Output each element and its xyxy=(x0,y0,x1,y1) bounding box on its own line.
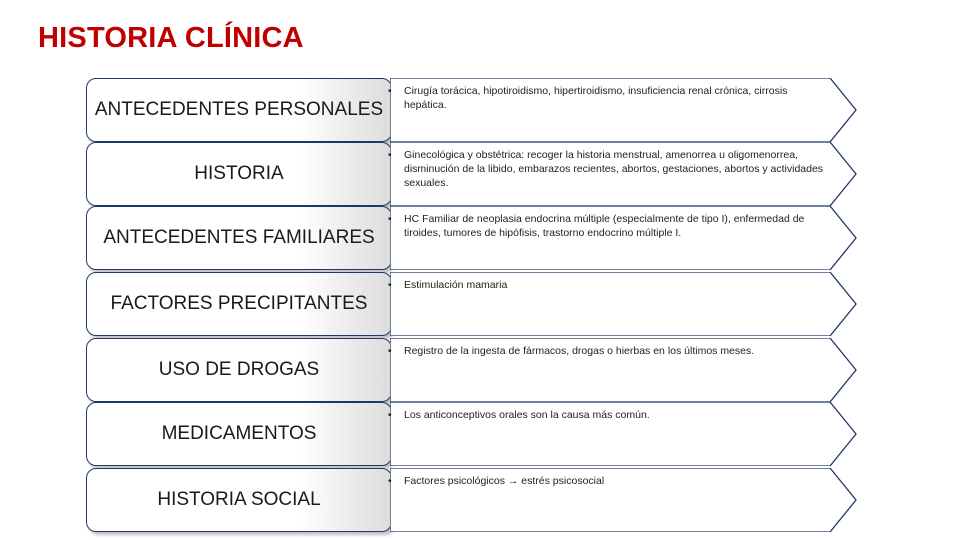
detail-text xyxy=(388,408,824,422)
category-box xyxy=(86,78,392,142)
row-historia-social xyxy=(0,468,960,532)
detail-value: Cirugía torácica, hipotiroidismo, hipertiroidismo, insuficiencia renal crónica, cirrosis hepática. xyxy=(404,85,788,111)
category-label: USO DE DROGAS xyxy=(158,359,320,380)
category-label: FACTORES PRECIPITANTES xyxy=(110,293,368,314)
bullet-icon: • xyxy=(388,345,392,357)
detail-value: Estimulación mamaria xyxy=(404,279,508,291)
detail-value: Registro de la ingesta de fármacos, drogas o hierbas en los últimos meses. xyxy=(404,345,755,357)
detail-value: HC Familiar de neoplasia endocrina múltiple (especialmente de tipo I), enfermedad de tiroides, tumores de hipófisis, trastorno endocrino múltiple I. xyxy=(404,213,805,239)
row-antecedentes-familiares xyxy=(0,206,960,270)
detail-value: Factores psicológicos → estrés psicosocial xyxy=(404,475,605,487)
detail-value: Ginecológica y obstétrica: recoger la historia menstrual, amenorrea u oligomenorrea, disminución de la libido, embarazos recientes, abortos, gestaciones, abortos y actividades sexuales. xyxy=(404,149,824,189)
detail-text xyxy=(388,344,824,358)
row-antecedentes-personales xyxy=(0,78,960,142)
bullet-icon: • xyxy=(388,475,392,487)
bullet-icon: • xyxy=(388,409,392,421)
category-label: MEDICAMENTOS xyxy=(161,423,317,444)
category-label: ANTECEDENTES PERSONALES xyxy=(94,99,384,120)
category-label: HISTORIA xyxy=(194,163,284,184)
category-box xyxy=(86,468,392,532)
category-box xyxy=(86,142,392,206)
bullet-icon: • xyxy=(388,213,392,225)
category-label: ANTECEDENTES FAMILIARES xyxy=(103,227,375,248)
detail-text xyxy=(388,84,824,112)
category-box xyxy=(86,206,392,270)
page-title: HISTORIA CLÍNICA xyxy=(38,22,304,54)
category-box xyxy=(86,272,392,336)
row-factores-precipitantes xyxy=(0,272,960,336)
detail-text xyxy=(388,212,824,240)
bullet-icon: • xyxy=(388,149,392,161)
row-historia xyxy=(0,142,960,206)
detail-value: Los anticonceptivos orales son la causa más común. xyxy=(404,409,650,421)
detail-text xyxy=(388,278,824,292)
category-label: HISTORIA SOCIAL xyxy=(157,489,321,510)
row-uso-de-drogas xyxy=(0,338,960,402)
detail-text xyxy=(388,148,824,190)
category-box xyxy=(86,402,392,466)
category-box xyxy=(86,338,392,402)
bullet-icon: • xyxy=(388,279,392,291)
row-medicamentos xyxy=(0,402,960,466)
detail-text xyxy=(388,474,824,488)
bullet-icon: • xyxy=(388,85,392,97)
